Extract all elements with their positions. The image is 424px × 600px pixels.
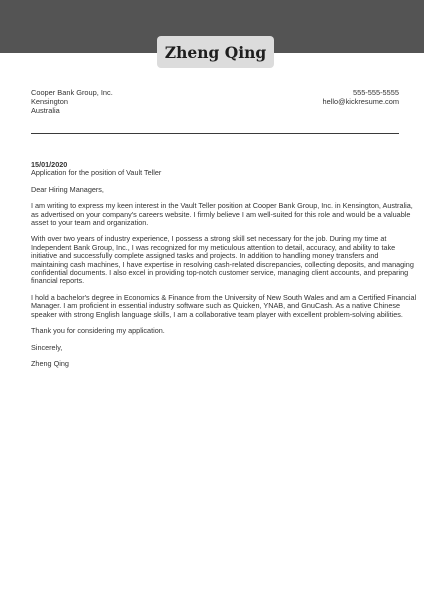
letter-subject: Application for the position of Vault Teller bbox=[31, 168, 162, 178]
paragraph-line: maintaining cash machines, I have expertise in resolving cash-related discrepancies, collecting deposits, and managing bbox=[31, 259, 414, 269]
signature-name: Zheng Qing bbox=[31, 358, 69, 368]
closing-note: Thank you for considering my application. bbox=[31, 326, 165, 336]
name-plate bbox=[157, 36, 274, 68]
paragraph-interest bbox=[31, 201, 413, 228]
paragraph-line: I hold a bachelor's degree in Economics & Finance from the University of New South Wales and am a Certified Financial bbox=[31, 292, 417, 302]
paragraph-experience bbox=[31, 234, 414, 286]
recipient-company: Cooper Bank Group, Inc. bbox=[31, 88, 113, 97]
recipient-city: Kensington bbox=[31, 97, 68, 107]
applicant-name: Zheng Qing bbox=[164, 42, 267, 62]
paragraph-line: Independent Bank Group, Inc., I was recognized for my meticulous attention to detail, accuracy, and ability to take bbox=[31, 242, 396, 252]
paragraph-line: asset to your team and organization. bbox=[31, 218, 149, 228]
greeting: Dear Hiring Managers, bbox=[31, 184, 104, 194]
sender-email: hello@kickresume.com bbox=[322, 97, 399, 107]
paragraph-line: initiative and successfully complete assigned tasks and projects. In addition to handling money transfers and bbox=[31, 251, 379, 261]
recipient-address bbox=[31, 88, 113, 116]
recipient-country: Australia bbox=[31, 106, 60, 116]
letter-date: 15/01/2020 bbox=[31, 160, 68, 169]
paragraph-line: Manager. I am proficient in essential industry software such as Quicken, YNAB, and GnuCash. As a native Chinese bbox=[31, 301, 401, 311]
paragraph-line: speaker with strong English language skills, I am a collaborative team player with excellent problem-solving abilities. bbox=[31, 309, 403, 319]
paragraph-education bbox=[31, 292, 417, 319]
header-divider bbox=[31, 133, 399, 134]
sender-phone: 555-555-5555 bbox=[352, 88, 399, 97]
paragraph-line: I am writing to express my keen interest in the Vault Teller position at Cooper Bank Group, Inc. in Kensington, Australia, bbox=[31, 201, 413, 211]
letter-body bbox=[31, 160, 417, 376]
sign-off: Sincerely, bbox=[31, 342, 63, 352]
paragraph-line: as advertised on your company's careers website. I firmly believe I am well-suited for this role and would be a valuable bbox=[31, 209, 411, 219]
paragraph-line: With over two years of industry experience, I possess a strong skill set necessary for the job. During my time at bbox=[31, 234, 387, 244]
paragraph-line: financial reports. bbox=[31, 276, 85, 286]
sender-contact bbox=[322, 88, 399, 106]
paragraph-line: confidential documents. I also excel in providing top-notch customer service, managing client accounts, and preparing bbox=[31, 268, 409, 278]
